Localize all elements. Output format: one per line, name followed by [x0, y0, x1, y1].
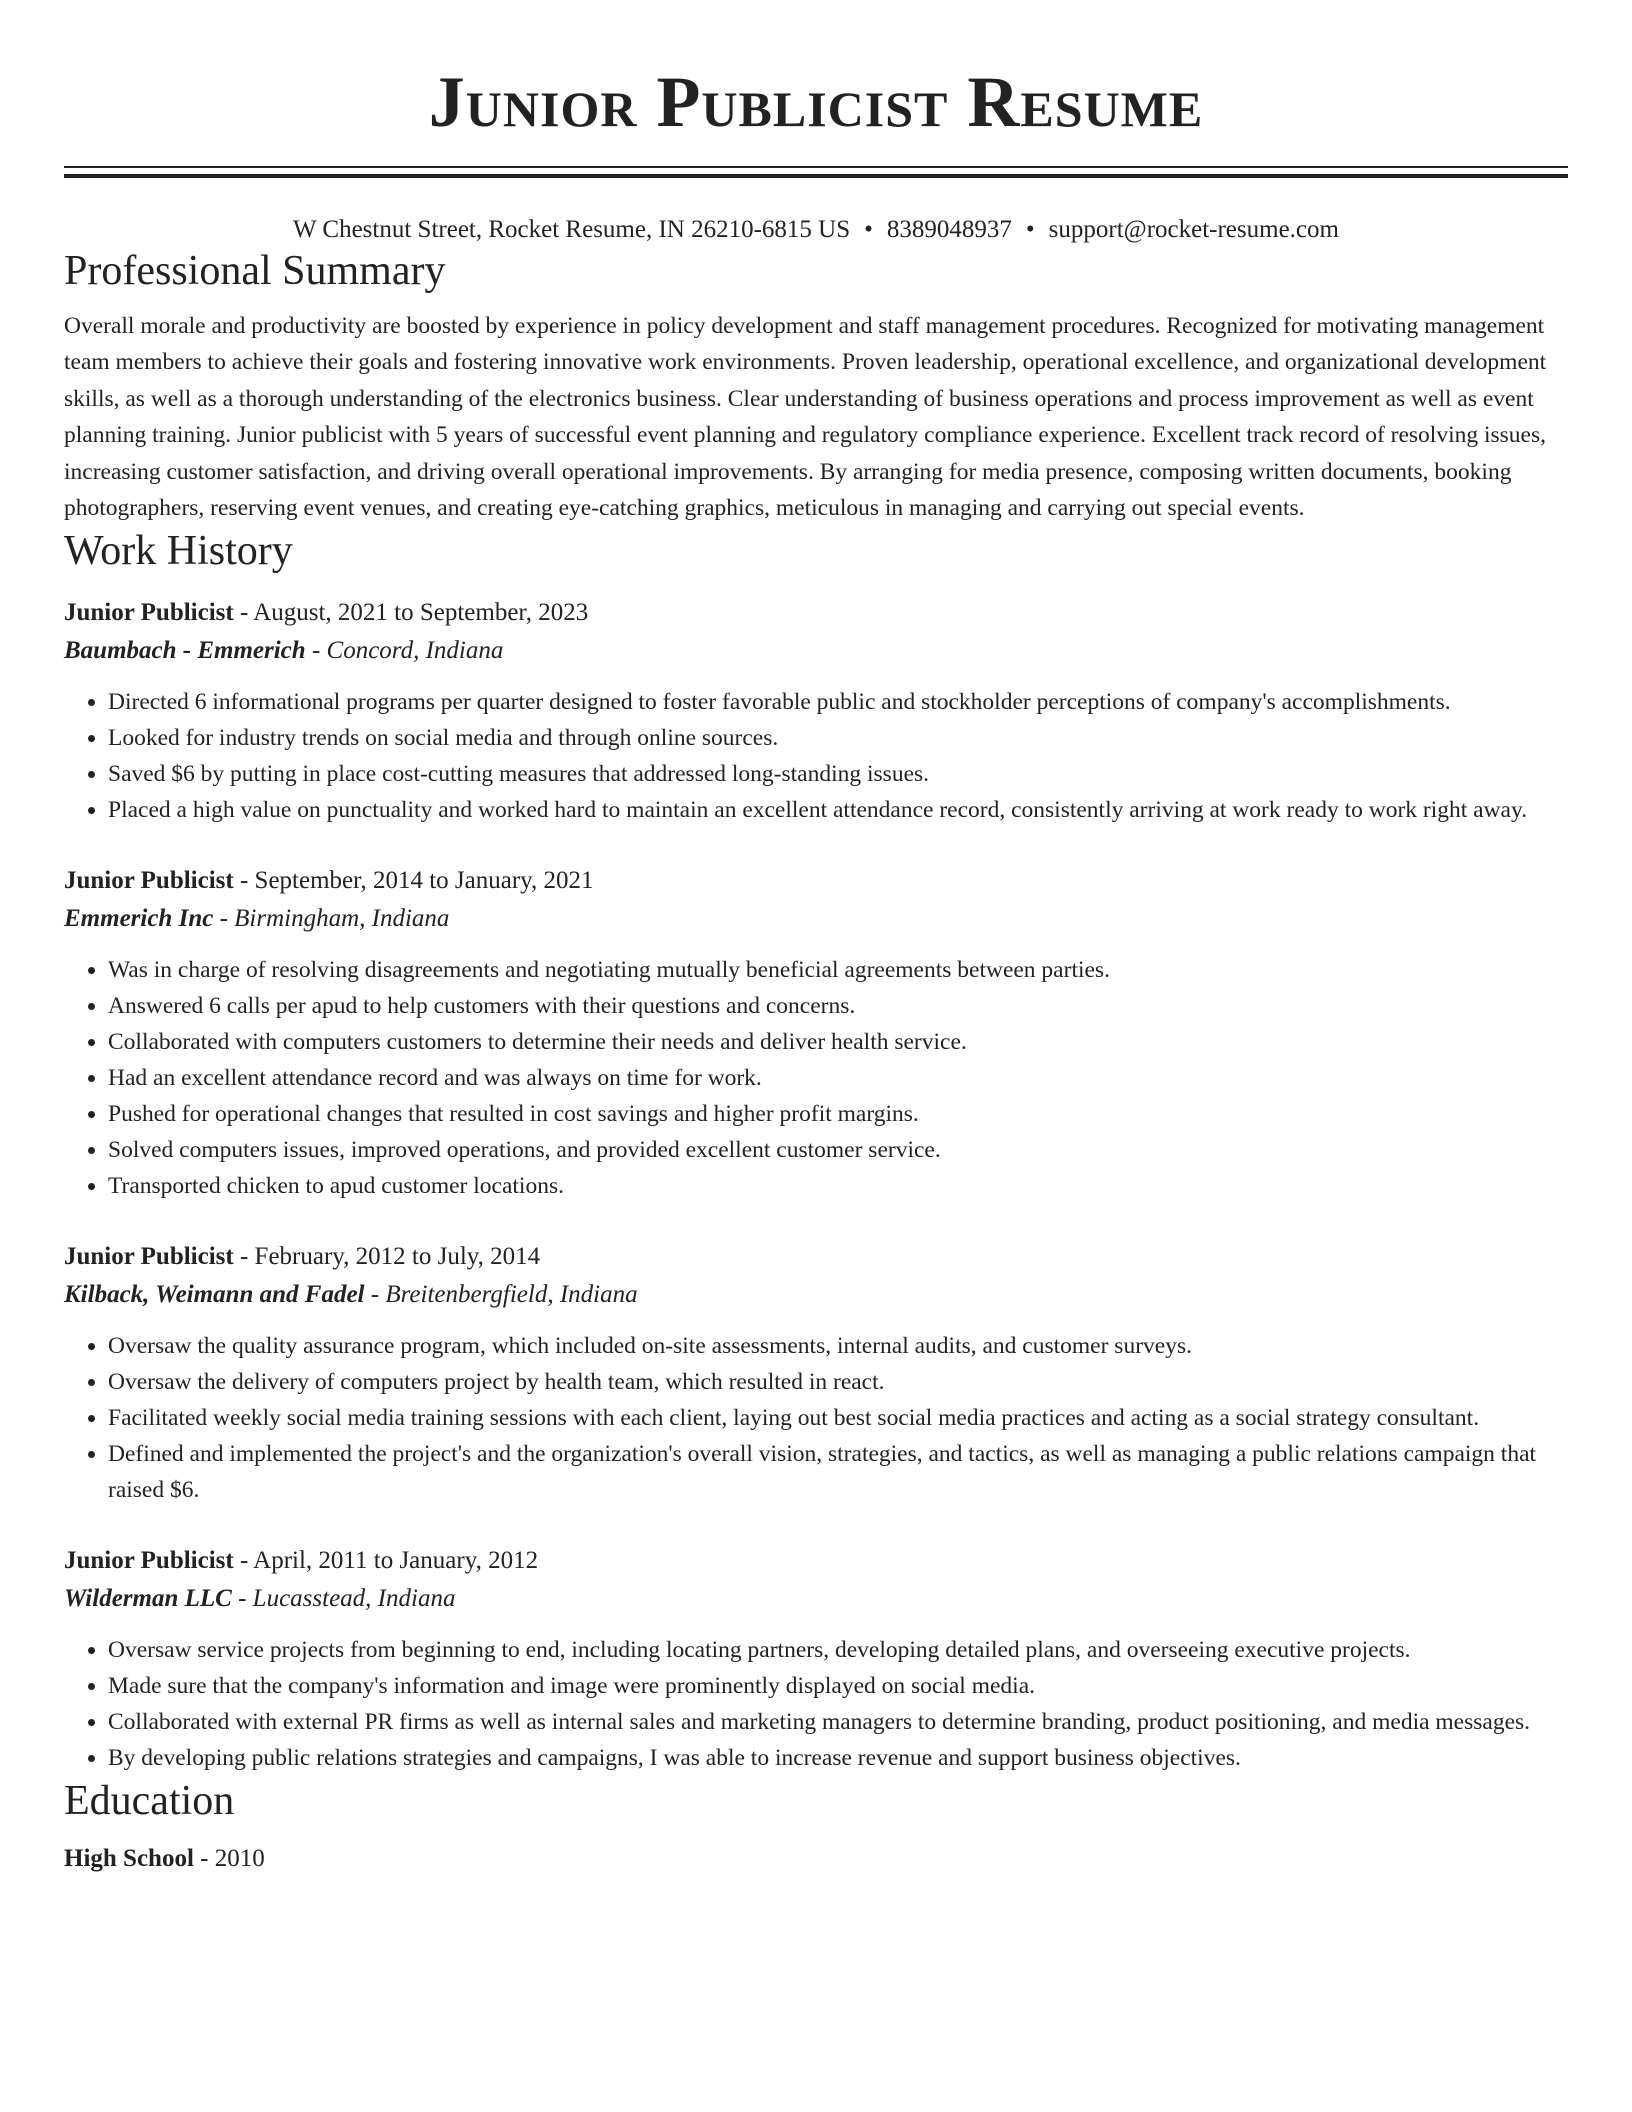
job-entry	[64, 862, 1568, 1204]
job-title: Junior Publicist	[64, 599, 234, 627]
list-item: • Oversaw the delivery of computers project by health team, which resulted in react.	[108, 1364, 1568, 1400]
job-title-line	[64, 1542, 1568, 1580]
job-bullets	[64, 952, 1568, 1204]
job-title: Junior Publicist	[64, 867, 234, 895]
contact-email: support@rocket-resume.com	[1048, 216, 1339, 243]
job-dates: - August, 2021 to September, 2023	[233, 599, 589, 627]
job-entry	[64, 1542, 1568, 1776]
job-title-line	[64, 594, 1568, 632]
list-item: • Solved computers issues, improved operations, and provided excellent customer service.	[108, 1132, 1568, 1168]
list-item: • By developing public relations strategies and campaigns, I was able to increase revenue and support business objectives.	[108, 1740, 1568, 1776]
list-item: • Oversaw service projects from beginning to end, including locating partners, developing detailed plans, and overseeing executive projects.	[108, 1632, 1568, 1668]
job-entry	[64, 1238, 1568, 1508]
list-item: • Saved $6 by putting in place cost-cutting measures that addressed long-standing issues.	[108, 756, 1568, 792]
contact-address: W Chestnut Street, Rocket Resume, IN 26210-6815 US	[293, 216, 851, 243]
job-title-line	[64, 862, 1568, 900]
list-item: • Facilitated weekly social media training sessions with each client, laying out best social media practices and acting as a social strategy consultant.	[108, 1400, 1568, 1436]
education-year: - 2010	[193, 1845, 265, 1873]
list-item: • Defined and implemented the project's and the organization's overall vision, strategies, and tactics, as well as managing a public relations campaign that raised $6.	[108, 1436, 1568, 1508]
list-item: • Answered 6 calls per apud to help customers with their questions and concerns.	[108, 988, 1568, 1024]
rule-thick	[64, 174, 1568, 178]
list-item: • Looked for industry trends on social media and through online sources.	[108, 720, 1568, 756]
company-line	[64, 900, 1568, 938]
list-item: • Placed a high value on punctuality and worked hard to maintain an excellent attendance record, consistently arriving at work ready to work right away.	[108, 792, 1568, 828]
list-item: • Oversaw the quality assurance program, which included on-site assessments, internal audits, and customer surveys.	[108, 1328, 1568, 1364]
list-item: • Collaborated with computers customers to determine their needs and deliver health service.	[108, 1024, 1568, 1060]
bullet-separator: •	[1025, 216, 1035, 243]
list-item: • Had an excellent attendance record and was always on time for work.	[108, 1060, 1568, 1096]
job-bullets	[64, 1632, 1568, 1776]
list-item: • Pushed for operational changes that resulted in cost savings and higher profit margins.	[108, 1096, 1568, 1132]
job-dates: - September, 2014 to January, 2021	[233, 867, 594, 895]
summary-heading: Professional Summary	[64, 248, 446, 294]
job-title: Junior Publicist	[64, 1547, 234, 1575]
company-location: - Concord, Indiana	[305, 637, 504, 665]
job-bullets	[64, 1328, 1568, 1508]
list-item: • Collaborated with external PR firms as well as internal sales and marketing managers to determine branding, product positioning, and media messages.	[108, 1704, 1568, 1740]
company-location: - Breitenbergfield, Indiana	[364, 1281, 638, 1309]
contact-line	[64, 214, 1568, 246]
company-name: Kilback, Weimann and Fadel	[64, 1281, 365, 1309]
work-history-heading: Work History	[64, 528, 293, 575]
company-name: Wilderman LLC	[64, 1585, 232, 1613]
contact-phone: 8389048937	[886, 216, 1012, 243]
job-dates: - April, 2011 to January, 2012	[233, 1547, 539, 1575]
job-dates: - February, 2012 to July, 2014	[233, 1243, 541, 1271]
company-location: - Lucasstead, Indiana	[231, 1585, 456, 1613]
company-line	[64, 1580, 1568, 1618]
resume-title: Junior Publicist Resume	[428, 62, 1204, 142]
education-heading: Education	[64, 1778, 235, 1825]
bullet-separator: •	[864, 216, 873, 243]
list-item: • Was in charge of resolving disagreements and negotiating mutually beneficial agreements between parties.	[108, 952, 1568, 988]
job-entry	[64, 594, 1568, 828]
education-degree: High School	[64, 1845, 194, 1873]
company-location: - Birmingham, Indiana	[213, 905, 450, 933]
job-title: Junior Publicist	[64, 1243, 234, 1271]
company-line	[64, 1276, 1568, 1314]
company-line	[64, 632, 1568, 670]
rule-thin	[64, 166, 1568, 168]
summary-text: Overall morale and productivity are boosted by experience in policy development and staff management procedures. Recognized for motivating management team members to achieve their goals and fostering innovative work environments. Proven leadership, operational excellence, and organizational development skills, as well as a thorough understanding of the electronics business. Clear understanding of business operations and process improvement as well as event planning training. Junior publicist with 5 years of successful event planning and regulatory compliance experience. Excellent track record of resolving issues, increasing customer satisfaction, and driving overall operational improvements. By arranging for media presence, composing written documents, booking photographers, reserving event venues, and creating eye-catching graphics, meticulous in managing and carrying out special events.	[64, 313, 1547, 522]
title-double-rule	[64, 166, 1568, 178]
job-bullets	[64, 684, 1568, 828]
list-item: • Made sure that the company's information and image were prominently displayed on social media.	[108, 1668, 1568, 1704]
list-item: • Transported chicken to apud customer locations.	[108, 1168, 1568, 1204]
job-title-line	[64, 1238, 1568, 1276]
company-name: Baumbach - Emmerich	[64, 637, 306, 665]
education-line	[64, 1840, 1568, 1878]
company-name: Emmerich Inc	[64, 905, 214, 933]
list-item: • Directed 6 informational programs per quarter designed to foster favorable public and stockholder perceptions of company's accomplishments.	[108, 684, 1568, 720]
